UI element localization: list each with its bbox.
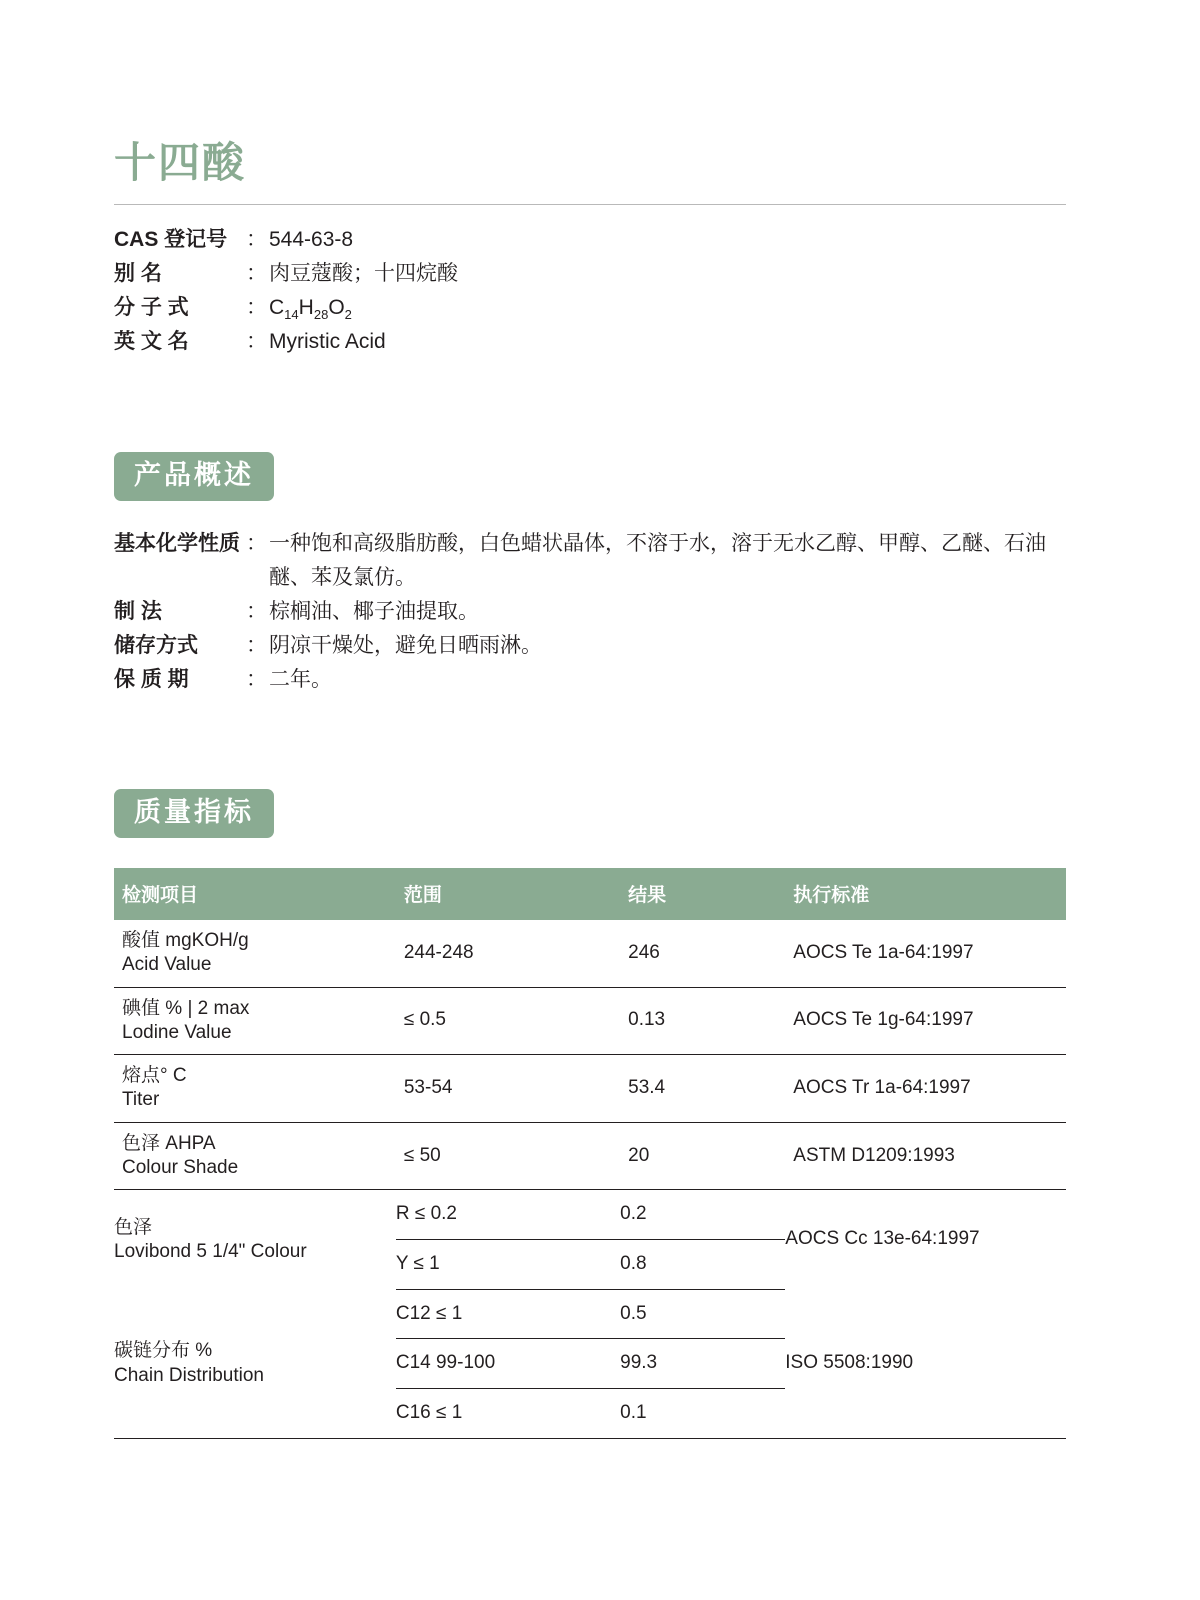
info-colon: ： xyxy=(246,531,267,555)
title-divider xyxy=(114,204,1066,205)
info-colon: ： xyxy=(246,599,267,623)
cell-result: 0.2 xyxy=(620,1190,785,1240)
info-colon: ： xyxy=(246,667,267,691)
info-label-formula: 分 子 式 xyxy=(114,296,189,320)
cell-range: C14 99-100 xyxy=(396,1339,620,1389)
overview-value-shelf-life: 二年。 xyxy=(269,667,332,691)
info-value-cas: 544-63-8 xyxy=(269,228,354,252)
cell-range: R ≤ 0.2 xyxy=(396,1190,620,1240)
table-row xyxy=(114,1289,1066,1339)
overview-value-method: 棕榈油、椰子油提取。 xyxy=(269,599,479,623)
cell-result: 0.8 xyxy=(620,1240,785,1290)
cell-standard: AOCS Te 1g-64:1997 xyxy=(785,987,1066,1055)
cell-range: C12 ≤ 1 xyxy=(396,1289,620,1339)
cell-range: C16 ≤ 1 xyxy=(395,1402,463,1424)
section-heading-quality: 质量指标 xyxy=(114,789,274,838)
overview-row-storage xyxy=(114,629,1066,663)
info-row-alias xyxy=(114,257,1066,291)
table-row xyxy=(114,987,1066,1055)
item-name-en: Titer xyxy=(122,1089,160,1111)
item-name-cn: 碘值 % | 2 max xyxy=(122,997,250,1019)
column-header-result: 结果 xyxy=(620,868,785,920)
table-bottom-rule xyxy=(114,1438,1066,1439)
item-name-en: Acid Value xyxy=(122,954,212,976)
info-colon: ： xyxy=(246,296,267,320)
cell-item-name xyxy=(114,920,396,987)
column-header-range: 范围 xyxy=(396,868,620,920)
item-name-en: Lodine Value xyxy=(122,1021,232,1043)
header-info-list xyxy=(114,223,1066,359)
cell-range: 53-54 xyxy=(396,1055,620,1123)
table-row xyxy=(114,1055,1066,1123)
page-content xyxy=(114,140,1066,1439)
info-label-alias: 别 名 xyxy=(114,262,162,286)
cell-standard: AOCS Cc 13e-64:1997 xyxy=(785,1228,980,1250)
item-name-cn: 色泽 xyxy=(114,1216,153,1238)
cell-result: 53.4 xyxy=(620,1055,785,1123)
cell-range: Y ≤ 1 xyxy=(396,1240,620,1290)
cell-standard: AOCS Te 1a-64:1997 xyxy=(785,920,1066,987)
info-colon: ： xyxy=(246,633,267,657)
info-label-cas: CAS 登记号 xyxy=(114,228,228,252)
overview-label-method: 制 法 xyxy=(114,599,162,623)
table-row xyxy=(114,1190,1066,1240)
overview-body xyxy=(114,527,1066,697)
item-name-en: Chain Distribution xyxy=(114,1364,264,1386)
table-header-row xyxy=(114,868,1066,920)
info-value-english-name: Myristic Acid xyxy=(269,330,386,354)
item-name-cn: 熔点° C xyxy=(122,1065,187,1087)
overview-value-storage: 阴凉干燥处，避免日晒雨淋。 xyxy=(269,633,542,657)
section-heading-overview: 产品概述 xyxy=(114,452,274,501)
table-row xyxy=(114,920,1066,987)
cell-item-name xyxy=(114,987,396,1055)
page-title: 十四酸 xyxy=(114,138,247,187)
item-name-en: Colour Shade xyxy=(122,1157,239,1179)
overview-label-storage: 储存方式 xyxy=(114,633,198,657)
cell-item-name xyxy=(114,1289,396,1438)
table-row xyxy=(114,1122,1066,1190)
item-name-cn: 色泽 AHPA xyxy=(122,1132,216,1154)
info-row-formula xyxy=(114,291,1066,325)
info-value-formula: $C_{14}H_{28}O_2$ xyxy=(269,296,352,323)
item-name-cn: 碳链分布 % xyxy=(114,1340,213,1362)
column-header-item: 检测项目 xyxy=(114,868,396,920)
cell-result: 0.13 xyxy=(620,987,785,1055)
cell-result: 99.3 xyxy=(620,1339,785,1389)
item-name-cn: 酸值 mgKOH/g xyxy=(122,929,249,951)
overview-value-properties: 一种饱和高级脂肪酸，白色蜡状晶体，不溶于水，溶于无水乙醇、甲醇、乙醚、石油醚、苯及氯仿。 xyxy=(269,531,1046,589)
cell-range: ≤ 0.5 xyxy=(396,987,620,1055)
info-value-alias: 肉豆蔻酸；十四烷酸 xyxy=(269,262,458,286)
overview-label-properties: 基本化学性质 xyxy=(114,531,240,555)
section-quality xyxy=(114,789,1066,1439)
overview-row-method xyxy=(114,595,1066,629)
overview-row-shelf-life xyxy=(114,663,1066,697)
cell-result: 0.1 xyxy=(620,1402,647,1424)
info-colon: ： xyxy=(246,228,267,252)
info-row-english-name xyxy=(114,325,1066,359)
column-header-standard: 执行标准 xyxy=(785,868,1066,920)
overview-label-shelf-life: 保 质 期 xyxy=(114,667,189,691)
table-body xyxy=(114,920,1066,1438)
section-overview xyxy=(114,452,1066,697)
overview-row-properties xyxy=(114,527,1066,595)
cell-item-name xyxy=(114,1122,396,1190)
cell-range: ≤ 50 xyxy=(396,1122,620,1190)
info-colon: ： xyxy=(246,262,267,286)
cell-result: 246 xyxy=(620,920,785,987)
cell-item-name xyxy=(114,1055,396,1123)
cell-standard: ASTM D1209:1993 xyxy=(785,1122,1066,1190)
info-colon: ： xyxy=(246,330,267,354)
cell-standard: ISO 5508:1990 xyxy=(785,1352,914,1374)
info-label-english-name: 英 文 名 xyxy=(114,330,189,354)
item-name-en: Lovibond 5 1/4" Colour xyxy=(114,1240,307,1262)
quality-specification-table xyxy=(114,868,1066,1438)
info-row-cas xyxy=(114,223,1066,257)
cell-item-name xyxy=(114,1190,396,1289)
cell-result: 0.5 xyxy=(620,1289,785,1339)
cell-standard: AOCS Tr 1a-64:1997 xyxy=(785,1055,1066,1123)
table-header xyxy=(114,868,1066,920)
cell-result: 20 xyxy=(620,1122,785,1190)
cell-range: 244-248 xyxy=(396,920,620,987)
